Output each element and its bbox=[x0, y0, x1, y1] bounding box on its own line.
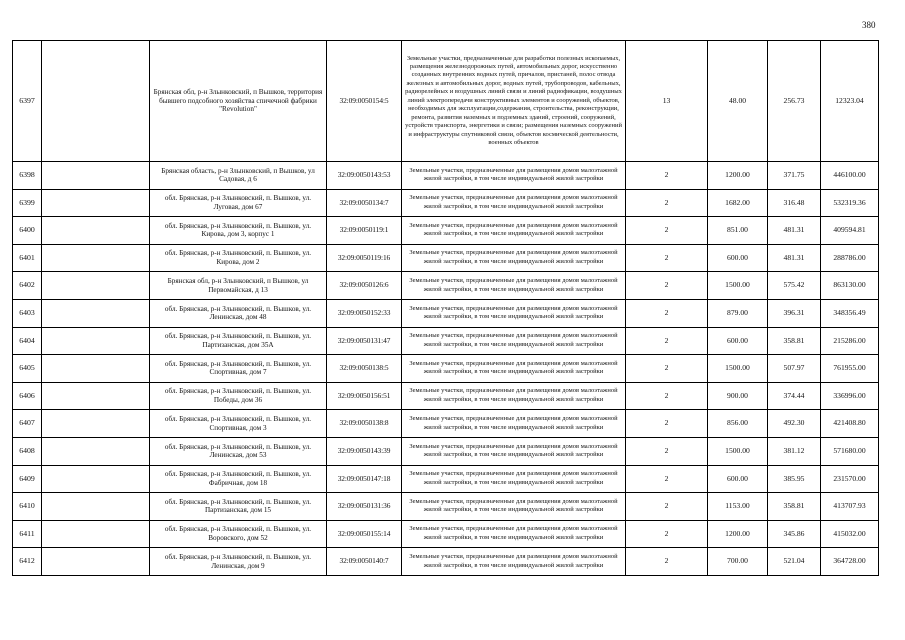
address-cell: обл. Брянская, р-н Злынковский, п. Вышков, ул. Фабричная, дом 18 bbox=[150, 465, 327, 493]
table-row bbox=[13, 493, 879, 521]
address-cell: Брянская обл, р-н Злынковский, п Вышков, территория бывшего подсобного хозяйства спичечной фабрики "Revolution" bbox=[150, 41, 327, 162]
row-number: 6408 bbox=[13, 437, 42, 465]
table-row bbox=[13, 520, 879, 548]
land-use-cell: Земельные участки, предназначенные для размещения домов малоэтажной жилой застройки, в том числе индивидуальной жилой застройки bbox=[402, 217, 626, 245]
row-number: 6412 bbox=[13, 548, 42, 576]
blank-cell bbox=[42, 299, 150, 327]
land-use-cell: Земельные участки, предназначенные для размещения домов малоэтажной жилой застройки, в том числе индивидуальной жилой застройки bbox=[402, 410, 626, 438]
cadastral-number-cell: 32:09:0050131:47 bbox=[327, 327, 402, 355]
land-use-cell: Земельные участки, предназначенные для размещения домов малоэтажной жилой застройки, в том числе индивидуальной жилой застройки bbox=[402, 189, 626, 217]
land-use-cell: Земельные участки, предназначенные для разработки полезных ископаемых, размещения железнодорожных путей, автомобильных дорог, искусственно созданных внутренних водных путей, причалов, пристаней, полос отвода железных и автомобильных дорог, водных путей, трубопроводов, кабельных, радиорелейных и воздушных линий связи и линий радиофикации, воздушных линий электропередачи конструктивных элементов и сооружений, объектов, необходимых для эксплуатации,содержания, строительства, реконструкции, ремонта, развития наземных и подземных зданий, строений, сооружений, устройств транспорта, энергетики и связи; размещения наземных сооружений и инфраструктуры спутниковой связи, объектов космической деятельности, военных объектов bbox=[402, 41, 626, 162]
table-row bbox=[13, 189, 879, 217]
table-row bbox=[13, 355, 879, 383]
blank-cell bbox=[42, 520, 150, 548]
table-row bbox=[13, 382, 879, 410]
cadastral-number-cell: 32:09:0050156:51 bbox=[327, 382, 402, 410]
blank-cell bbox=[42, 217, 150, 245]
land-use-cell: Земельные участки, предназначенные для размещения домов малоэтажной жилой застройки, в том числе индивидуальной жилой застройки bbox=[402, 162, 626, 190]
row-number: 6406 bbox=[13, 382, 42, 410]
table-row bbox=[13, 327, 879, 355]
rate-cell: 492.30 bbox=[768, 410, 821, 438]
table-row bbox=[13, 299, 879, 327]
row-number: 6399 bbox=[13, 189, 42, 217]
cadastral-number-cell: 32:09:0050126:6 bbox=[327, 272, 402, 300]
row-number: 6405 bbox=[13, 355, 42, 383]
group-cell: 2 bbox=[626, 217, 708, 245]
cadastral-value-cell: 288786.00 bbox=[821, 244, 879, 272]
address-cell: обл. Брянская, р-н Злынковский, п. Вышков, ул. Луговая, дом 67 bbox=[150, 189, 327, 217]
cadastral-number-cell: 32:09:0050119:16 bbox=[327, 244, 402, 272]
address-cell: Брянская область, р-н Злынковский, п Вышков, ул Садовая, д 6 bbox=[150, 162, 327, 190]
rate-cell: 374.44 bbox=[768, 382, 821, 410]
table-row bbox=[13, 244, 879, 272]
cadastral-number-cell: 32:09:0050143:53 bbox=[327, 162, 402, 190]
address-cell: обл. Брянская, р-н Злынковский, п. Вышков, ул. Спортивная, дом 7 bbox=[150, 355, 327, 383]
area-cell: 48.00 bbox=[708, 41, 768, 162]
area-cell: 1500.00 bbox=[708, 272, 768, 300]
area-cell: 1500.00 bbox=[708, 355, 768, 383]
land-use-cell: Земельные участки, предназначенные для размещения домов малоэтажной жилой застройки, в том числе индивидуальной жилой застройки bbox=[402, 355, 626, 383]
area-cell: 851.00 bbox=[708, 217, 768, 245]
group-cell: 2 bbox=[626, 410, 708, 438]
rate-cell: 575.42 bbox=[768, 272, 821, 300]
cadastral-value-cell: 348356.49 bbox=[821, 299, 879, 327]
address-cell: обл. Брянская, р-н Злынковский, п. Вышков, ул. Победы, дом 36 bbox=[150, 382, 327, 410]
area-cell: 1153.00 bbox=[708, 493, 768, 521]
cadastral-value-cell: 231570.00 bbox=[821, 465, 879, 493]
rate-cell: 481.31 bbox=[768, 217, 821, 245]
land-use-cell: Земельные участки, предназначенные для размещения домов малоэтажной жилой застройки, в том числе индивидуальной жилой застройки bbox=[402, 244, 626, 272]
row-number: 6398 bbox=[13, 162, 42, 190]
area-cell: 600.00 bbox=[708, 465, 768, 493]
rate-cell: 507.97 bbox=[768, 355, 821, 383]
cadastral-number-cell: 32:09:0050155:14 bbox=[327, 520, 402, 548]
blank-cell bbox=[42, 410, 150, 438]
blank-cell bbox=[42, 189, 150, 217]
rate-cell: 385.95 bbox=[768, 465, 821, 493]
address-cell: обл. Брянская, р-н Злынковский, п. Вышков, ул. Партизанская, дом 15 bbox=[150, 493, 327, 521]
address-cell: обл. Брянская, р-н Злынковский, п. Вышков, ул. Кирова, дом 3, корпус 1 bbox=[150, 217, 327, 245]
table-row bbox=[13, 410, 879, 438]
blank-cell bbox=[42, 244, 150, 272]
rate-cell: 481.31 bbox=[768, 244, 821, 272]
cadastral-value-cell: 413707.93 bbox=[821, 493, 879, 521]
cadastral-value-cell: 364728.00 bbox=[821, 548, 879, 576]
row-number: 6410 bbox=[13, 493, 42, 521]
land-use-cell: Земельные участки, предназначенные для размещения домов малоэтажной жилой застройки, в том числе индивидуальной жилой застройки bbox=[402, 272, 626, 300]
address-cell: обл. Брянская, р-н Злынковский, п. Вышков, ул. Ленинская, дом 53 bbox=[150, 437, 327, 465]
area-cell: 700.00 bbox=[708, 548, 768, 576]
cadastral-number-cell: 32:09:0050147:18 bbox=[327, 465, 402, 493]
row-number: 6403 bbox=[13, 299, 42, 327]
table-row bbox=[13, 162, 879, 190]
rate-cell: 396.31 bbox=[768, 299, 821, 327]
group-cell: 2 bbox=[626, 520, 708, 548]
cadastral-number-cell: 32:09:0050134:7 bbox=[327, 189, 402, 217]
address-cell: обл. Брянская, р-н Злынковский, п. Вышков, ул. Воровского, дом 52 bbox=[150, 520, 327, 548]
cadastral-number-cell: 32:09:0050138:8 bbox=[327, 410, 402, 438]
address-cell: обл. Брянская, р-н Злынковский, п. Вышков, ул. Партизанская, дом 35А bbox=[150, 327, 327, 355]
row-number: 6397 bbox=[13, 41, 42, 162]
area-cell: 1200.00 bbox=[708, 520, 768, 548]
cadastral-value-table bbox=[12, 40, 879, 576]
group-cell: 2 bbox=[626, 189, 708, 217]
blank-cell bbox=[42, 355, 150, 383]
row-number: 6400 bbox=[13, 217, 42, 245]
blank-cell bbox=[42, 548, 150, 576]
address-cell: обл. Брянская, р-н Злынковский, п. Вышков, ул. Кирова, дом 2 bbox=[150, 244, 327, 272]
cadastral-value-cell: 12323.04 bbox=[821, 41, 879, 162]
land-use-cell: Земельные участки, предназначенные для размещения домов малоэтажной жилой застройки, в том числе индивидуальной жилой застройки bbox=[402, 493, 626, 521]
table-body bbox=[13, 41, 879, 576]
group-cell: 2 bbox=[626, 465, 708, 493]
cadastral-value-cell: 215286.00 bbox=[821, 327, 879, 355]
land-use-cell: Земельные участки, предназначенные для размещения домов малоэтажной жилой застройки, в том числе индивидуальной жилой застройки bbox=[402, 382, 626, 410]
address-cell: обл. Брянская, р-н Злынковский, п. Вышков, ул. Ленинская, дом 48 bbox=[150, 299, 327, 327]
row-number: 6409 bbox=[13, 465, 42, 493]
cadastral-value-cell: 336996.00 bbox=[821, 382, 879, 410]
group-cell: 2 bbox=[626, 272, 708, 300]
rate-cell: 358.81 bbox=[768, 327, 821, 355]
address-cell: Брянская обл, р-н Злынковский, п Вышков, ул Первомайская, д 13 bbox=[150, 272, 327, 300]
blank-cell bbox=[42, 465, 150, 493]
row-number: 6402 bbox=[13, 272, 42, 300]
group-cell: 2 bbox=[626, 162, 708, 190]
rate-cell: 521.04 bbox=[768, 548, 821, 576]
cadastral-value-cell: 409594.81 bbox=[821, 217, 879, 245]
group-cell: 2 bbox=[626, 548, 708, 576]
area-cell: 1682.00 bbox=[708, 189, 768, 217]
area-cell: 600.00 bbox=[708, 327, 768, 355]
cadastral-value-cell: 446100.00 bbox=[821, 162, 879, 190]
blank-cell bbox=[42, 493, 150, 521]
cadastral-number-cell: 32:09:0050119:1 bbox=[327, 217, 402, 245]
cadastral-value-cell: 421408.80 bbox=[821, 410, 879, 438]
blank-cell bbox=[42, 327, 150, 355]
group-cell: 2 bbox=[626, 327, 708, 355]
table-row bbox=[13, 217, 879, 245]
page-number: 380 bbox=[862, 20, 876, 30]
cadastral-number-cell: 32:09:0050152:33 bbox=[327, 299, 402, 327]
row-number: 6411 bbox=[13, 520, 42, 548]
table-row bbox=[13, 437, 879, 465]
group-cell: 2 bbox=[626, 299, 708, 327]
cadastral-number-cell: 32:09:0050131:36 bbox=[327, 493, 402, 521]
cadastral-number-cell: 32:09:0050143:39 bbox=[327, 437, 402, 465]
cadastral-value-cell: 863130.00 bbox=[821, 272, 879, 300]
land-use-cell: Земельные участки, предназначенные для размещения домов малоэтажной жилой застройки, в том числе индивидуальной жилой застройки bbox=[402, 327, 626, 355]
cadastral-value-cell: 761955.00 bbox=[821, 355, 879, 383]
table-row bbox=[13, 41, 879, 162]
rate-cell: 345.86 bbox=[768, 520, 821, 548]
group-cell: 13 bbox=[626, 41, 708, 162]
row-number: 6404 bbox=[13, 327, 42, 355]
cadastral-number-cell: 32:09:0050154:5 bbox=[327, 41, 402, 162]
group-cell: 2 bbox=[626, 244, 708, 272]
area-cell: 900.00 bbox=[708, 382, 768, 410]
address-cell: обл. Брянская, р-н Злынковский, п. Вышков, ул. Спортивная, дом 3 bbox=[150, 410, 327, 438]
rate-cell: 358.81 bbox=[768, 493, 821, 521]
cadastral-value-cell: 415032.00 bbox=[821, 520, 879, 548]
cadastral-number-cell: 32:09:0050138:5 bbox=[327, 355, 402, 383]
land-use-cell: Земельные участки, предназначенные для размещения домов малоэтажной жилой застройки, в том числе индивидуальной жилой застройки bbox=[402, 548, 626, 576]
group-cell: 2 bbox=[626, 355, 708, 383]
rate-cell: 316.48 bbox=[768, 189, 821, 217]
area-cell: 1200.00 bbox=[708, 162, 768, 190]
blank-cell bbox=[42, 382, 150, 410]
blank-cell bbox=[42, 41, 150, 162]
area-cell: 1500.00 bbox=[708, 437, 768, 465]
table-row bbox=[13, 465, 879, 493]
cadastral-value-cell: 532319.36 bbox=[821, 189, 879, 217]
land-use-cell: Земельные участки, предназначенные для размещения домов малоэтажной жилой застройки, в том числе индивидуальной жилой застройки bbox=[402, 299, 626, 327]
area-cell: 856.00 bbox=[708, 410, 768, 438]
blank-cell bbox=[42, 272, 150, 300]
group-cell: 2 bbox=[626, 493, 708, 521]
land-use-cell: Земельные участки, предназначенные для размещения домов малоэтажной жилой застройки, в том числе индивидуальной жилой застройки bbox=[402, 465, 626, 493]
land-use-cell: Земельные участки, предназначенные для размещения домов малоэтажной жилой застройки, в том числе индивидуальной жилой застройки bbox=[402, 437, 626, 465]
table-row bbox=[13, 272, 879, 300]
blank-cell bbox=[42, 437, 150, 465]
address-cell: обл. Брянская, р-н Злынковский, п. Вышков, ул. Ленинская, дом 9 bbox=[150, 548, 327, 576]
rate-cell: 256.73 bbox=[768, 41, 821, 162]
area-cell: 879.00 bbox=[708, 299, 768, 327]
area-cell: 600.00 bbox=[708, 244, 768, 272]
blank-cell bbox=[42, 162, 150, 190]
group-cell: 2 bbox=[626, 382, 708, 410]
table-row bbox=[13, 548, 879, 576]
group-cell: 2 bbox=[626, 437, 708, 465]
cadastral-value-cell: 571680.00 bbox=[821, 437, 879, 465]
cadastral-number-cell: 32:09:0050140:7 bbox=[327, 548, 402, 576]
row-number: 6401 bbox=[13, 244, 42, 272]
rate-cell: 371.75 bbox=[768, 162, 821, 190]
land-use-cell: Земельные участки, предназначенные для размещения домов малоэтажной жилой застройки, в том числе индивидуальной жилой застройки bbox=[402, 520, 626, 548]
row-number: 6407 bbox=[13, 410, 42, 438]
rate-cell: 381.12 bbox=[768, 437, 821, 465]
